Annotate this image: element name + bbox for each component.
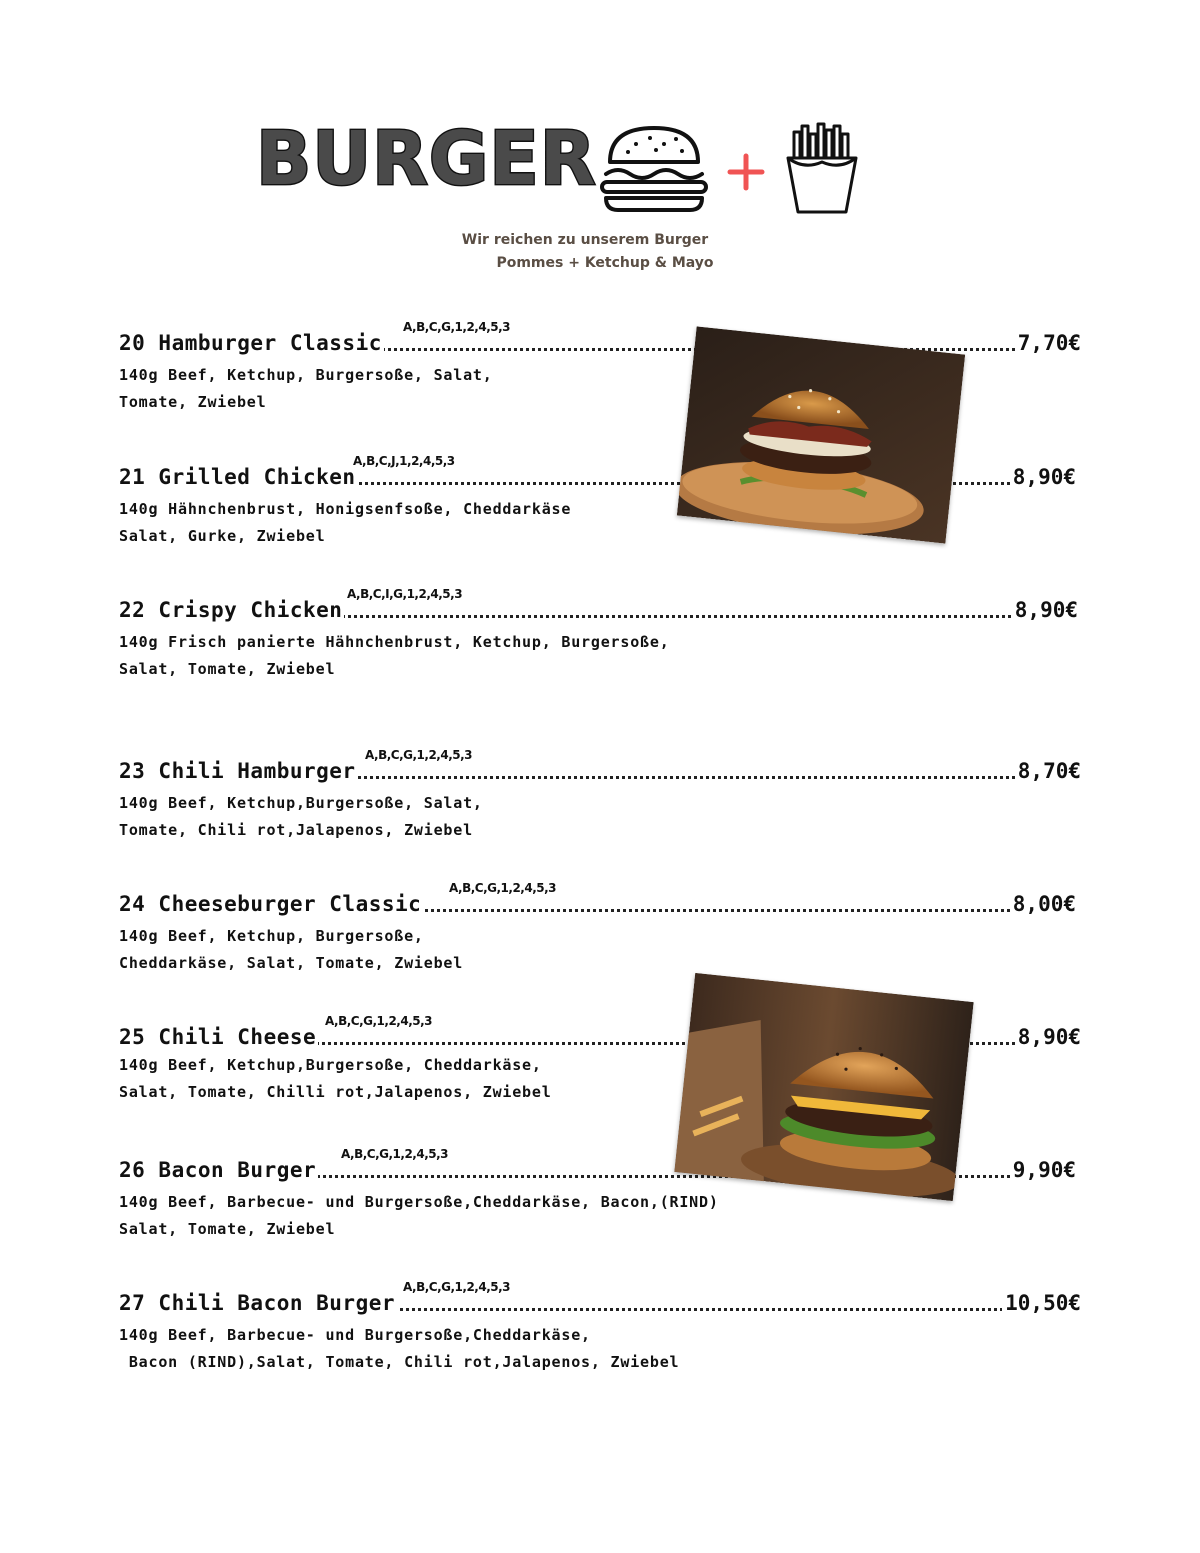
item-price: 8,90€ — [1015, 1024, 1081, 1050]
item-name: 25 Chili Cheese — [119, 1025, 317, 1049]
plus-icon — [726, 152, 766, 192]
item-allergens: A,B,C,G,1,2,4,5,3 — [403, 1280, 511, 1294]
item-description-line2: Salat, Tomate, Chilli rot,Jalapenos, Zwiebel — [119, 1083, 552, 1101]
item-name: 27 Chili Bacon Burger — [119, 1291, 396, 1315]
item-allergens: A,B,C,G,1,2,4,5,3 — [403, 320, 511, 334]
item-allergens: A,B,C,I,G,1,2,4,5,3 — [347, 587, 463, 601]
item-description-line1: 140g Beef, Ketchup, Burgersoße, — [119, 927, 424, 945]
menu-title-text: BURGER — [256, 116, 597, 202]
item-description-line1: 140g Beef, Barbecue- und Burgersoße,Cheddarkäse, — [119, 1326, 591, 1344]
item-description-line2: Salat, Gurke, Zwiebel — [119, 527, 326, 545]
item-description-line2: Salat, Tomate, Zwiebel — [119, 1220, 336, 1238]
item-price: 8,90€ — [1012, 597, 1078, 623]
menu-item — [119, 587, 1078, 683]
item-allergens: A,B,C,G,1,2,4,5,3 — [449, 881, 557, 895]
item-description-line1: 140g Beef, Ketchup, Burgersoße, Salat, — [119, 366, 493, 384]
item-description-line2: Tomate, Zwiebel — [119, 393, 267, 411]
item-price: 8,00€ — [1010, 891, 1076, 917]
item-description-line2: Tomate, Chili rot,Jalapenos, Zwiebel — [119, 821, 473, 839]
fries-outline-icon — [784, 122, 860, 214]
item-description-line1: 140g Beef, Barbecue- und Burgersoße,Cheddarkäse, Bacon,(RIND) — [119, 1193, 719, 1211]
item-name: 23 Chili Hamburger — [119, 759, 356, 783]
item-allergens: A,B,C,G,1,2,4,5,3 — [325, 1014, 433, 1028]
item-description-line1: 140g Beef, Ketchup,Burgersoße, Cheddarkäse, — [119, 1056, 542, 1074]
item-description-line2: Salat, Tomate, Zwiebel — [119, 660, 336, 678]
item-name: 22 Crispy Chicken — [119, 598, 343, 622]
item-description-line2: Bacon (RIND),Salat, Tomate, Chili rot,Jalapenos, Zwiebel — [119, 1353, 680, 1371]
side-dish-note-line2: Pommes + Ketchup & Mayo — [496, 255, 714, 271]
item-price: 10,50€ — [1002, 1290, 1081, 1316]
item-name: 20 Hamburger Classic — [119, 331, 382, 355]
item-name: 24 Cheeseburger Classic — [119, 892, 422, 916]
item-description-line1: 140g Frisch panierte Hähnchenbrust, Ketchup, Burgersoße, — [119, 633, 670, 651]
item-allergens: A,B,C,J,1,2,4,5,3 — [353, 454, 455, 468]
menu-item — [119, 881, 1076, 977]
item-name: 26 Bacon Burger — [119, 1158, 317, 1182]
menu-title — [256, 116, 597, 202]
side-dish-note-line1: Wir reichen zu unserem Burger — [461, 232, 709, 248]
burger-outline-icon — [598, 122, 710, 214]
item-description-line1: 140g Hähnchenbrust, Honigsenfsoße, Cheddarkäse — [119, 500, 572, 518]
burger-fries-photo — [674, 973, 973, 1201]
item-allergens: A,B,C,G,1,2,4,5,3 — [365, 748, 473, 762]
item-price: 9,90€ — [1010, 1157, 1076, 1183]
item-price: 8,90€ — [1010, 464, 1076, 490]
item-name: 21 Grilled Chicken — [119, 465, 356, 489]
item-allergens: A,B,C,G,1,2,4,5,3 — [341, 1147, 449, 1161]
burger-photo-board — [677, 326, 965, 543]
menu-item — [119, 748, 1081, 844]
menu-item — [119, 1280, 1081, 1376]
item-description-line2: Cheddarkäse, Salat, Tomate, Zwiebel — [119, 954, 464, 972]
item-description-line1: 140g Beef, Ketchup,Burgersoße, Salat, — [119, 794, 483, 812]
item-price: 7,70€ — [1015, 330, 1081, 356]
item-price: 8,70€ — [1015, 758, 1081, 784]
